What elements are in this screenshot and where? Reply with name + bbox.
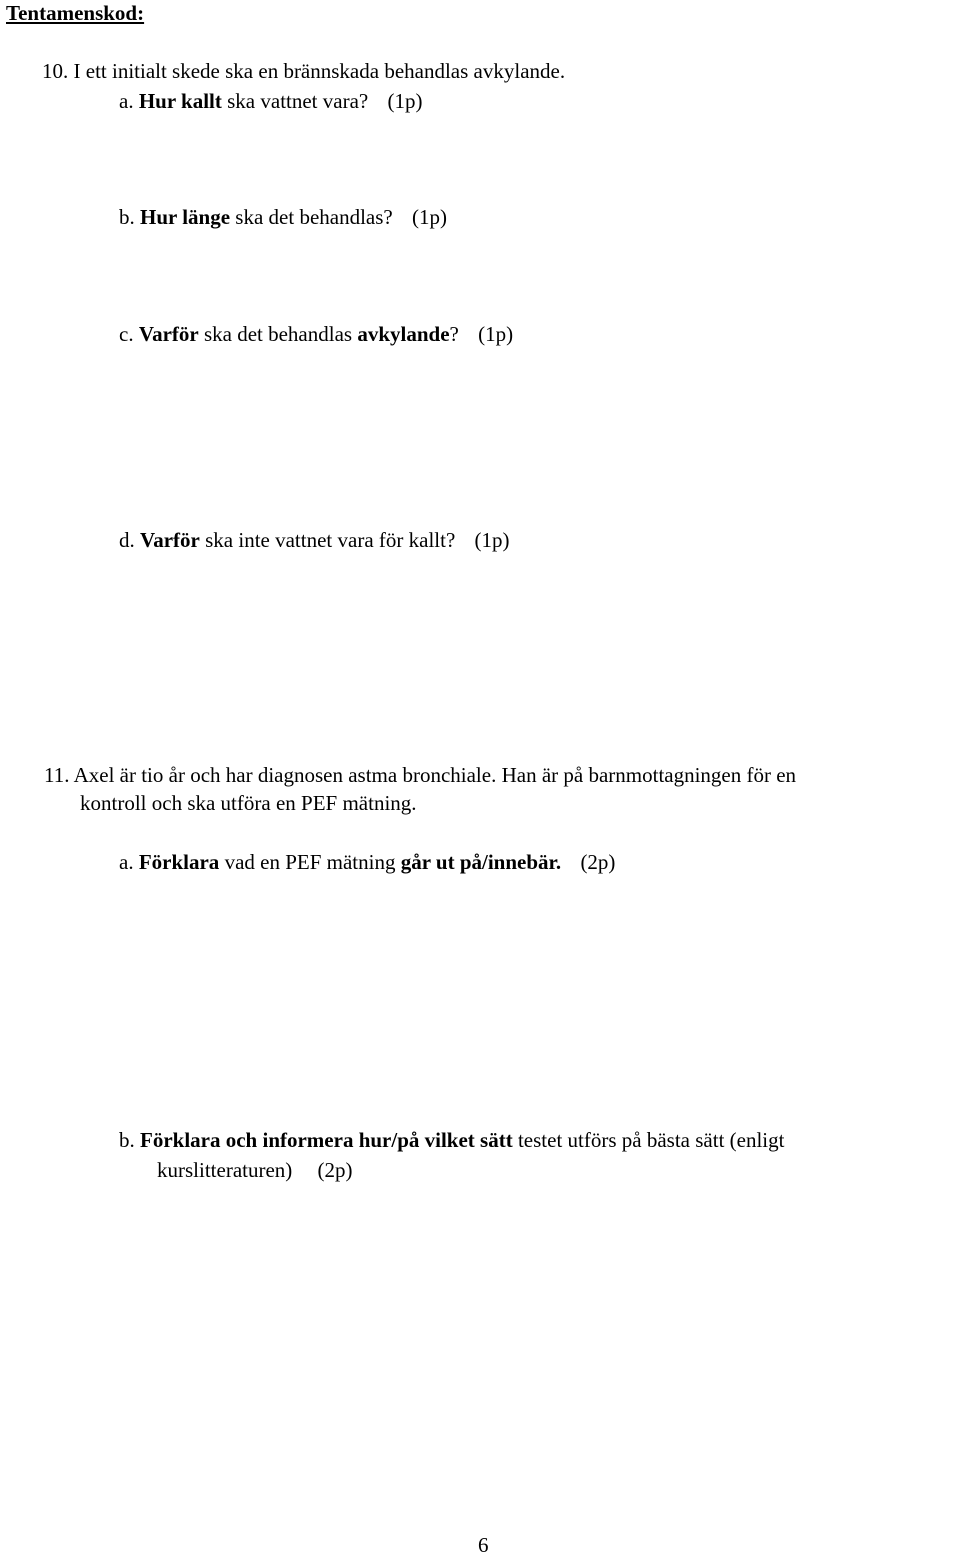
sub-text: ska vattnet vara? xyxy=(221,89,369,113)
question-10 xyxy=(42,61,565,82)
question-10c xyxy=(119,324,513,345)
page-number: 6 xyxy=(478,1533,489,1557)
question-11-intro-line-2: kontroll och ska utföra en PEF mätning. xyxy=(80,791,417,815)
points: (1p) xyxy=(387,89,423,113)
question-10b xyxy=(119,207,447,228)
points: (1p) xyxy=(412,205,447,229)
points: (2p) xyxy=(317,1158,353,1182)
sub-bold-text: Hur länge xyxy=(140,205,231,229)
sub-letter: d. xyxy=(119,528,135,552)
sub-letter: c. xyxy=(119,322,134,346)
sub-letter: a. xyxy=(119,850,134,874)
question-10a xyxy=(119,91,422,112)
sub-letter: b. xyxy=(119,205,135,229)
sub-bold-text: Förklara xyxy=(138,850,220,874)
sub-bold-text-2: går ut på/innebär. xyxy=(400,850,562,874)
question-11 xyxy=(44,765,796,786)
question-11a xyxy=(119,852,615,873)
sub-text: testet utförs på bästa sätt (enligt xyxy=(512,1128,785,1152)
exam-code-label: Tentamenskod: xyxy=(6,1,145,25)
sub-text: ska inte vattnet vara för kallt? xyxy=(199,528,456,552)
sub-text: ska det behandlas xyxy=(198,322,358,346)
sub-bold-text: Hur kallt xyxy=(138,89,222,113)
question-number: 11. xyxy=(44,763,70,787)
points: (1p) xyxy=(478,322,514,346)
question-intro-line-1: Axel är tio år och har diagnosen astma bronchiale. Han är på barnmottagningen för en xyxy=(73,763,797,787)
sub-text-2: ? xyxy=(449,322,459,346)
sub-text: vad en PEF mätning xyxy=(219,850,401,874)
sub-text-line-2: kurslitteraturen) xyxy=(157,1158,293,1182)
question-11b-line-2 xyxy=(157,1160,353,1181)
sub-letter: b. xyxy=(119,1128,135,1152)
question-11b xyxy=(119,1130,784,1151)
question-intro: I ett initialt skede ska en brännskada behandlas avkylande. xyxy=(73,59,566,83)
sub-bold-text-2: avkylande xyxy=(357,322,450,346)
sub-bold-text: Varför xyxy=(140,528,200,552)
points: (1p) xyxy=(474,528,510,552)
sub-letter: a. xyxy=(119,89,134,113)
sub-bold-text: Förklara och informera hur/på vilket sätt xyxy=(140,1128,513,1152)
question-number: 10. xyxy=(42,59,69,83)
sub-bold-text: Varför xyxy=(138,322,199,346)
sub-text: ska det behandlas? xyxy=(230,205,393,229)
question-10d xyxy=(119,530,510,551)
points: (2p) xyxy=(580,850,616,874)
